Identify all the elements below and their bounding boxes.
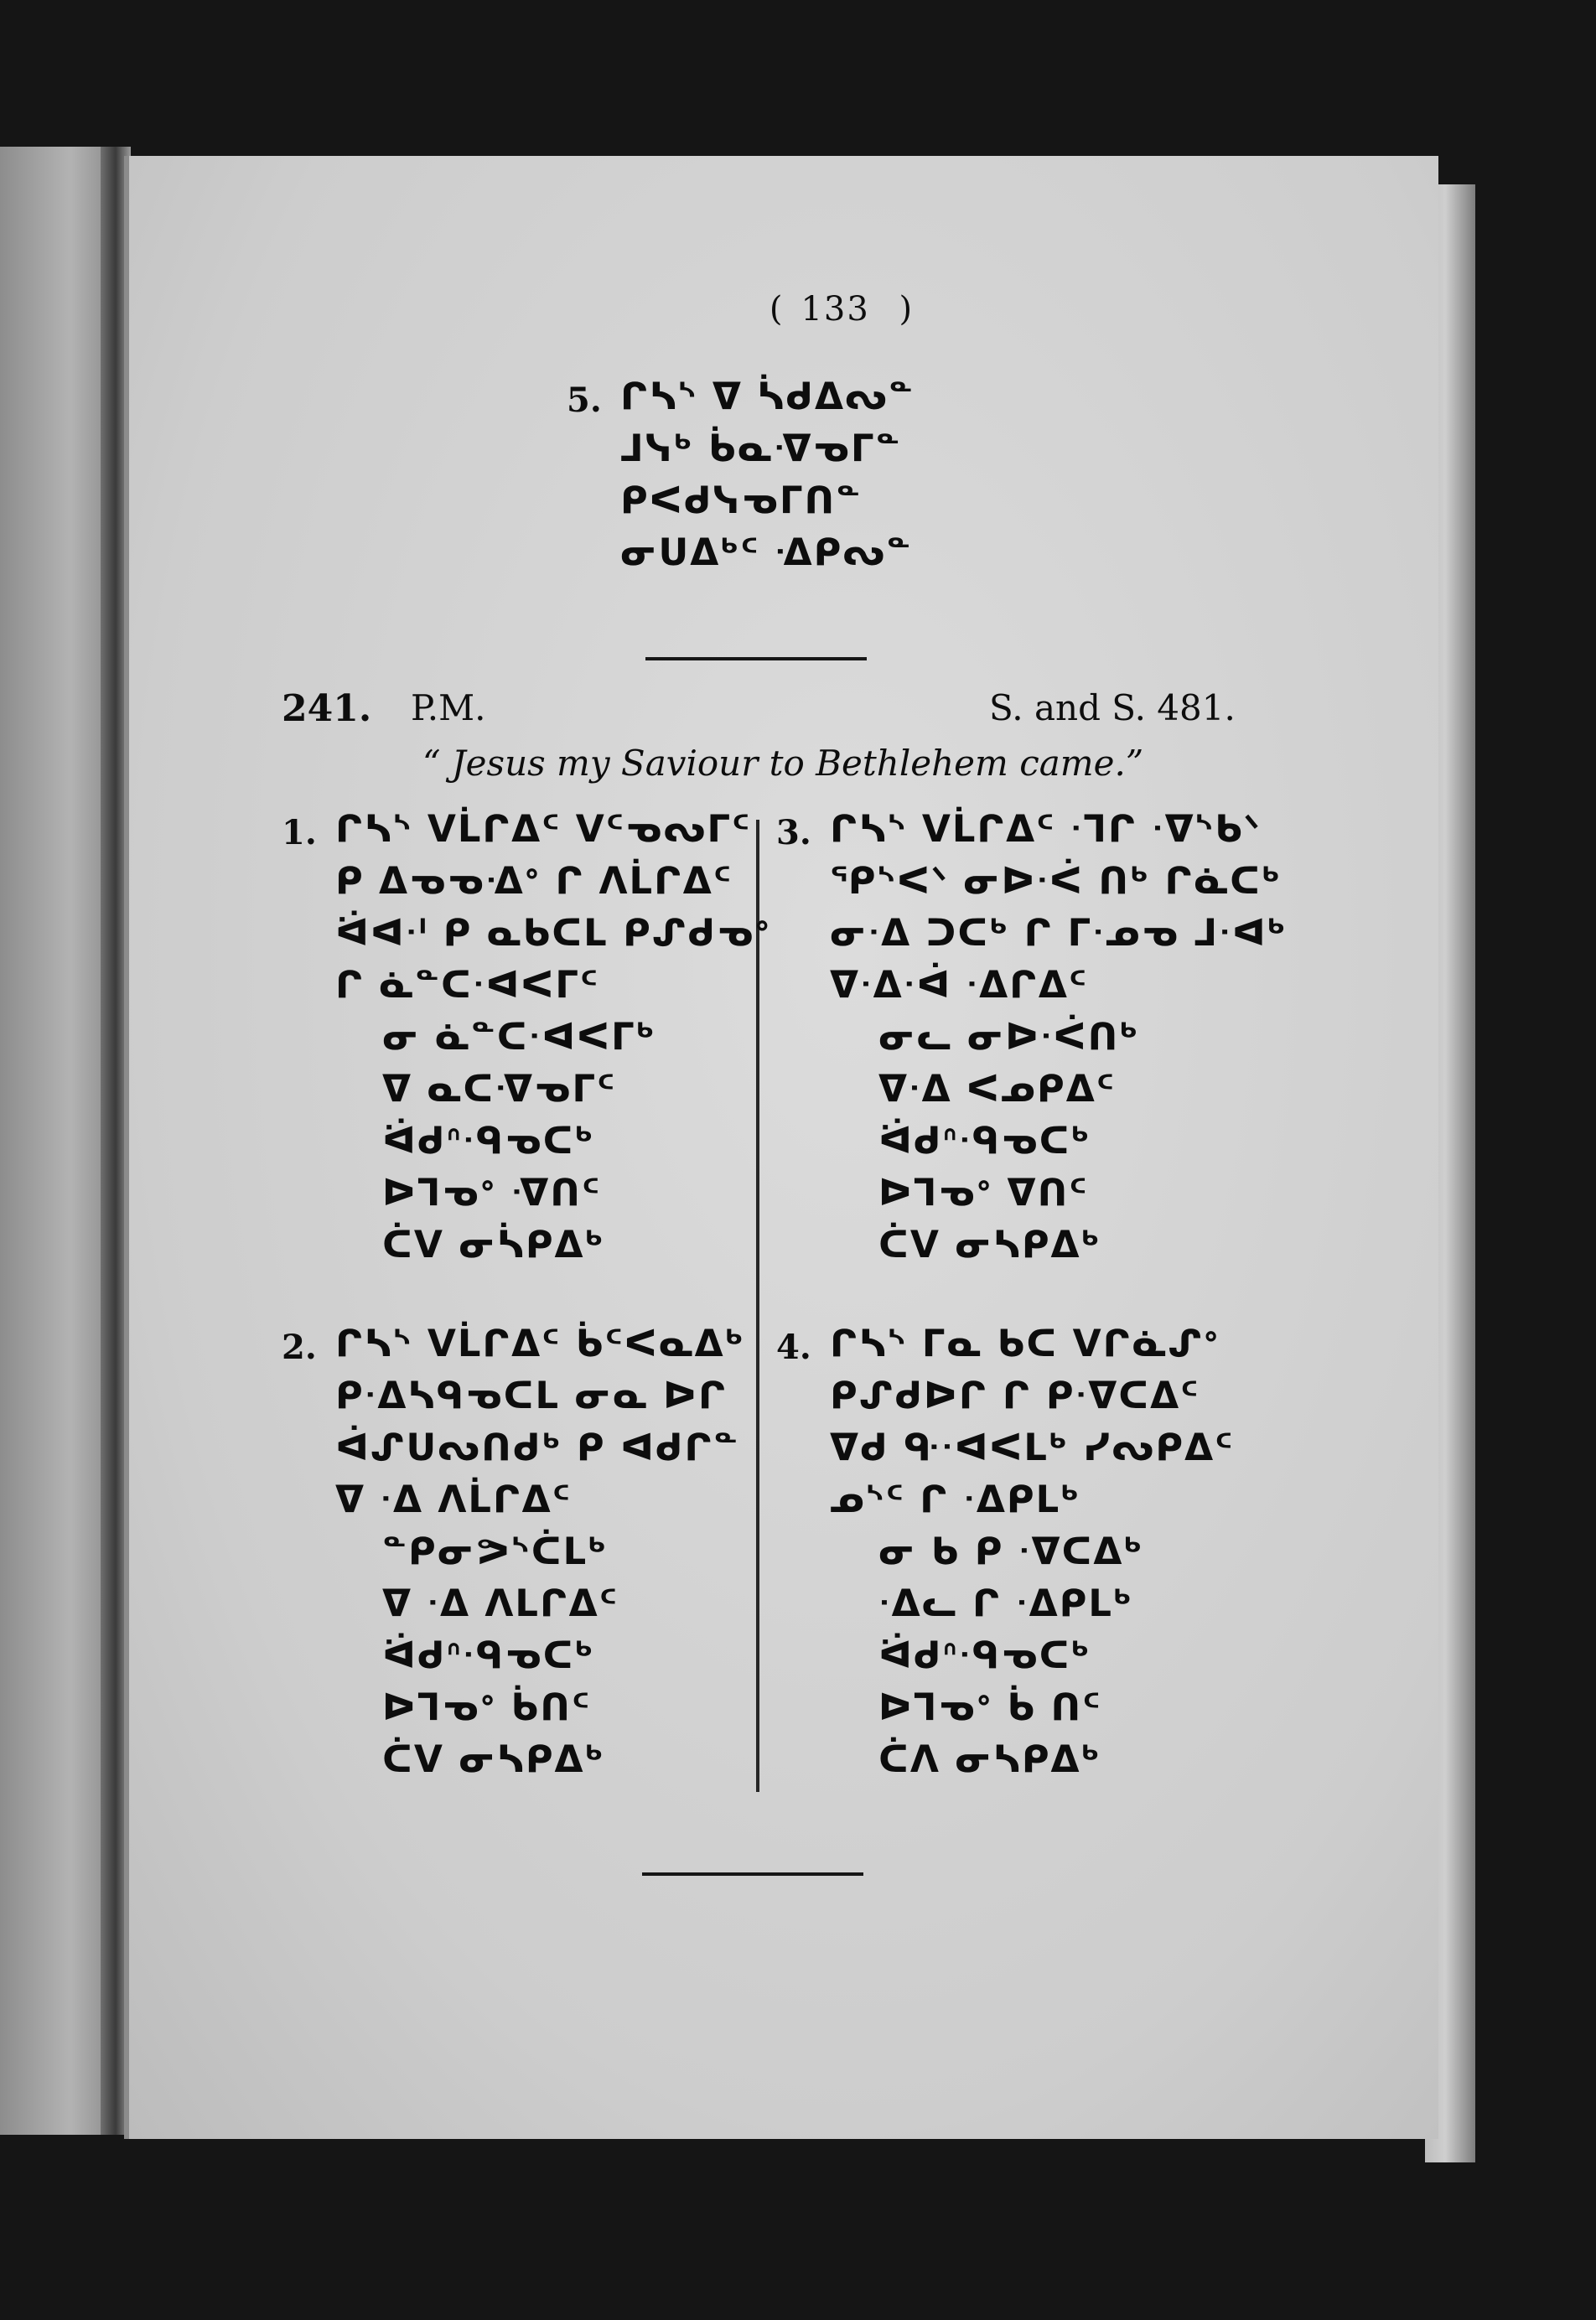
verse-line: ᐋᔑᑌᔓᑎᑯᒃ ᑭ ᐊᑯᒋᓐ — [335, 1427, 740, 1469]
verse-line: ᐁᑯ ᑵᐧᐊᐸᒪᒃ ᓯᔓᑭᐃᑦ — [830, 1427, 1235, 1469]
verse-line: ᓄᔅᑦ ᒋ ᐧᐃᑭᒪᒃ — [830, 1478, 1081, 1521]
verse-line: ᐛᑯᐢᐧᑫᓀᑕᒃ — [878, 1634, 1091, 1677]
verse-line: ᓂ ᓈᓐᑕᐧᐊᐸᒥᒃ — [382, 1016, 656, 1059]
verse-line: ᓐᑭᓂᕗᔅᑖᒪᒃ — [382, 1530, 609, 1573]
facing-page-edge — [0, 147, 117, 2135]
hymn-first-line: “ Jesus my Saviour to Bethlehem came.” — [422, 743, 1144, 784]
verse-number: 3. — [776, 813, 811, 852]
verse-line: ᐅᒣᓀᐤ ᐁᑎᑦ — [878, 1172, 1089, 1214]
verse-line: ᒋᓴᔅ ᐯᒫᒋᐃᑦ ᐯᑦᓀᔓᒥᑦ — [335, 808, 752, 851]
verse-line: ᓂᐧᐃ ᑐᑕᒃ ᒋ ᒥᐧᓄᓀ ᒧᐧᐊᒃ — [830, 912, 1288, 955]
hymn-number: 241. — [282, 687, 372, 730]
verse-line: ᐅᒣᓀᐤ ᑳᑎᑦ — [382, 1686, 592, 1729]
section-rule — [645, 657, 867, 660]
verse-line: ᒋᓴᔅ ᐯᒫᒋᐃᑦ ᑳᑦᐸᓇᐃᒃ — [335, 1323, 745, 1365]
verse-line: ᐅᒣᓀᐤ ᑳ ᑎᑦ — [878, 1686, 1102, 1729]
verse-line: ᓂᓚ ᓂᐅᐧᐹᑎᒃ — [878, 1016, 1140, 1059]
verse-number: 2. — [282, 1328, 317, 1367]
verse-line: ᑭᔑᑯᐅᒋ ᒋ ᑭᐧᐁᑕᐃᑦ — [830, 1375, 1200, 1417]
verse-line: ᐛᑯᐢᐧᑫᓀᑕᒃ — [382, 1634, 595, 1677]
verse-line: ᐁᐧᐃ ᐸᓄᑭᐃᑦ — [878, 1068, 1117, 1111]
verse-line: ᑖᐯ ᓂᓴᑭᐃᒃ — [878, 1224, 1101, 1266]
verse-line: ᐧᐃᓚ ᒋ ᐧᐃᑭᒪᒃ — [878, 1582, 1133, 1625]
prev-verse-number: 5. — [567, 381, 602, 420]
verse-line: ᐅᒣᓀᐤ ᐌᑎᑦ — [382, 1172, 602, 1214]
column-divider — [756, 820, 759, 1792]
verse-number: 1. — [282, 813, 317, 852]
verse-line: ᑖᐯ ᓂᓴᑭᐃᒃ — [382, 1738, 605, 1781]
verse-line: ᐁ ᓇᑕᐌᓀᒥᑦ — [382, 1068, 617, 1111]
verse-line: ᑖᐯ ᓂᓵᑭᐃᒃ — [382, 1224, 605, 1266]
verse-line: ᒋᓴᔅ ᒥᓇ ᑲᑕ ᐯᒋᓈᔑᐤ — [830, 1323, 1220, 1365]
prev-verse-line: ᒋᓴᔅ ᐁ ᓵᑯᐃᔓᓐ — [620, 375, 915, 418]
page-number: (133 ) — [769, 290, 931, 329]
verse-line: ᐛᑯᐢᐧᑫᓀᑕᒃ — [878, 1120, 1091, 1163]
verse-line: ᐁ ᐧᐃ ᐱᒪᒋᐃᑦ — [382, 1582, 619, 1625]
prev-verse-line: ᑭᐸᑯᓭᓀᒥᑎᓐ — [620, 479, 863, 522]
verse-number: 4. — [776, 1328, 811, 1367]
verse-line: ᐁᐧᐃᐧᐋ ᐧᐃᒋᐃᑦ — [830, 964, 1089, 1007]
page-number-value: 133 — [801, 290, 870, 329]
verse-line: ᑭ ᐃᓀᓀᐎᐤ ᒋ ᐱᒫᒋᐃᑦ — [335, 860, 733, 903]
verse-line: ᕿᔅᐸᐠ ᓂᐅᐧᐹ ᑎᒃ ᒋᓈᑕᒃ — [830, 860, 1282, 903]
verse-line: ᐛᐊᐧᑊ ᑭ ᓇᑲᑕᒪ ᑭᔑᑯᓀᐤ — [335, 912, 771, 955]
prev-verse-line: ᒧᓭᒃ ᑳᓇᐌᓀᒥᓐ — [620, 427, 902, 470]
hymn-reference: S. and S. 481. — [989, 687, 1236, 728]
verse-line: ᒋᓴᔅ ᐯᒫᒋᐃᑦ ᐧᒣᒋ ᐧᐁᔅᑲᐠ — [830, 808, 1262, 851]
prev-verse-line: ᓂᑌᐃᒃᑦ ᐎᑭᔓᓐ — [620, 531, 913, 574]
verse-line: ᑖᐱ ᓂᓴᑭᐃᒃ — [878, 1738, 1101, 1781]
verse-line: ᒋ ᓈᓐᑕᐧᐊᐸᒥᑦ — [335, 964, 600, 1007]
end-rule — [642, 1872, 863, 1876]
verse-line: ᑭᐧᐃᓴᑫᓀᑕᒪ ᓂᓇ ᐅᒋ — [335, 1375, 728, 1417]
book-page — [124, 156, 1438, 2139]
hymn-meter: P.M. — [411, 687, 486, 728]
verse-line: ᓂ ᑲ ᑭ ᐧᐁᑕᐃᒃ — [878, 1530, 1144, 1573]
verse-line: ᐁ ᐧᐃ ᐱᒫᒋᐃᑦ — [335, 1478, 572, 1521]
verse-line: ᐛᑯᐢᐧᑫᓀᑕᒃ — [382, 1120, 595, 1163]
